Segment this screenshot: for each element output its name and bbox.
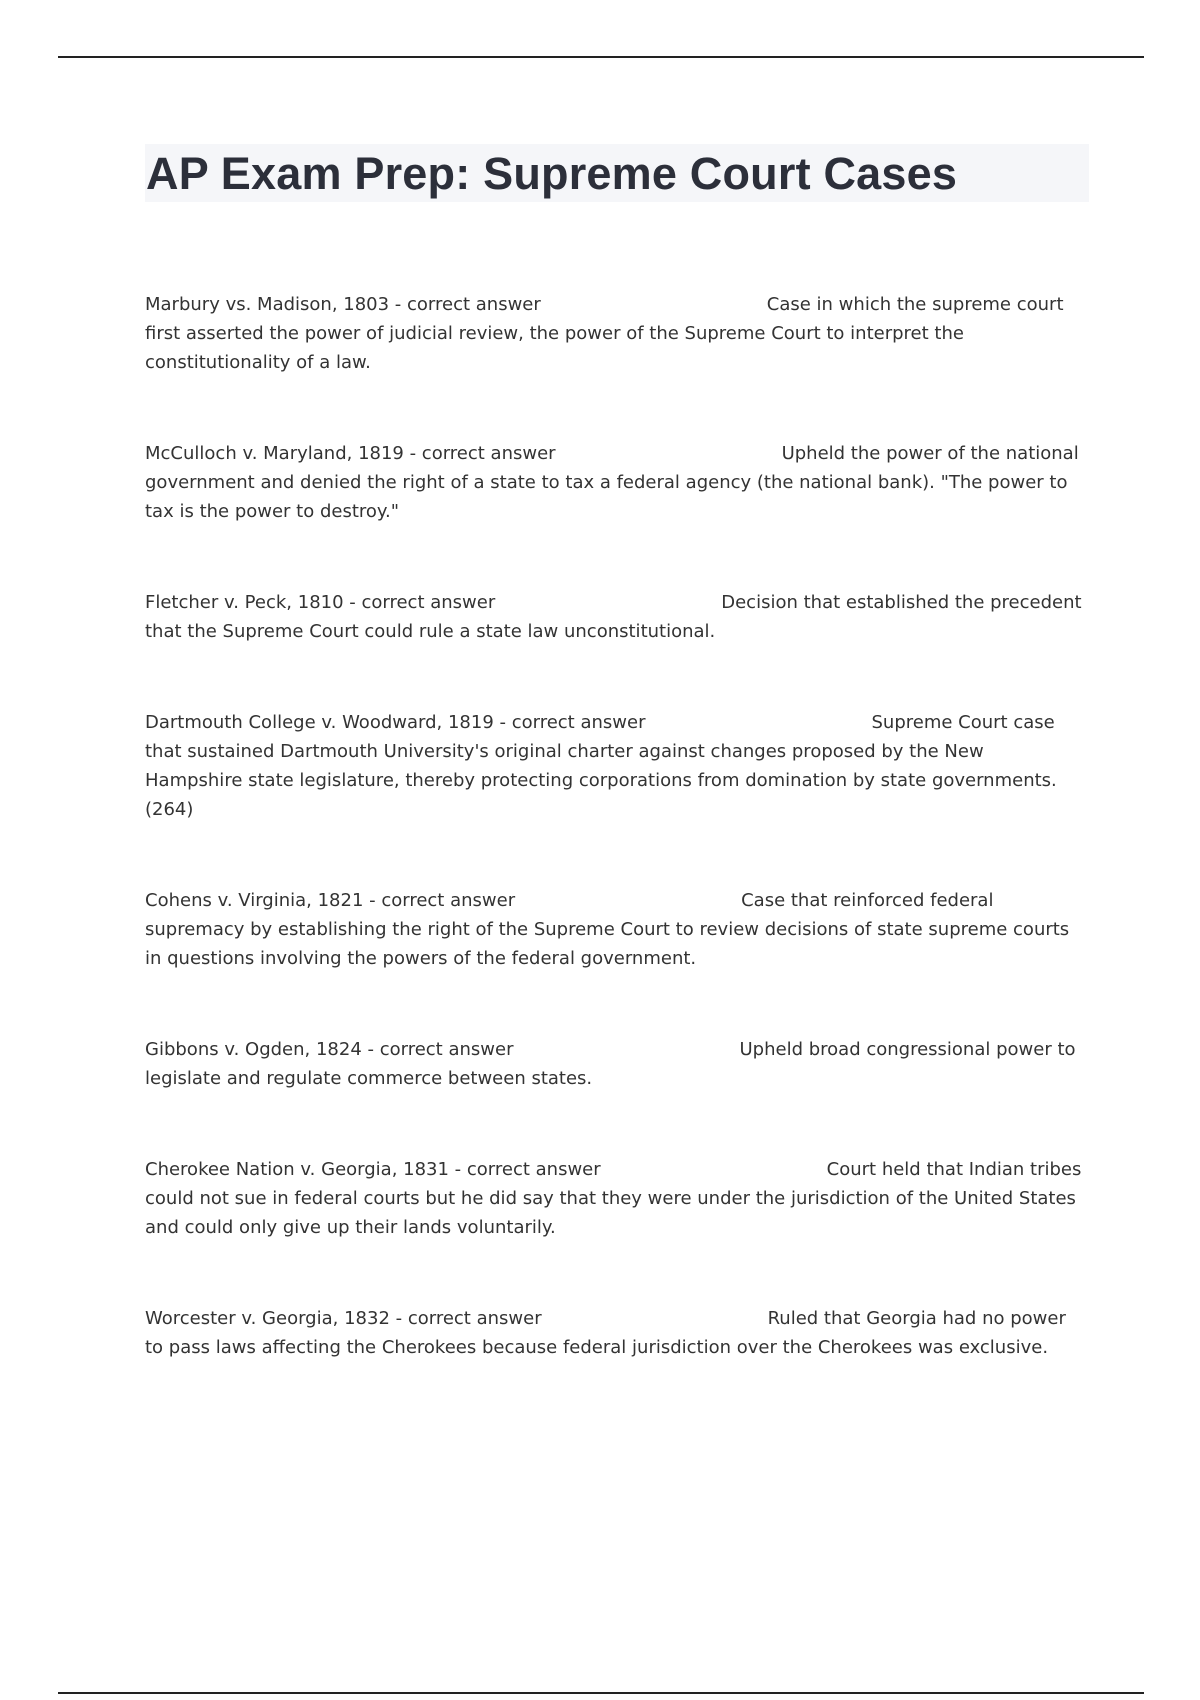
entry-term: Worcester v. Georgia, 1832 - correct answer bbox=[145, 1308, 542, 1329]
page-title: AP Exam Prep: Supreme Court Cases bbox=[146, 148, 958, 199]
entry-definition: Case that reinforced federal supremacy by establishing the right of the Supreme Court to review decisions of state supreme courts in questions involving the powers of the federal government. bbox=[145, 890, 1070, 969]
flashcard-entry bbox=[145, 886, 1085, 973]
flashcard-entry bbox=[145, 290, 1085, 377]
flashcard-entry bbox=[145, 1155, 1085, 1242]
entry-term: McCulloch v. Maryland, 1819 - correct answer bbox=[145, 443, 556, 464]
flashcard-entry bbox=[145, 1035, 1085, 1093]
entry-definition: Case in which the supreme court first asserted the power of judicial review, the power of the Supreme Court to interpret the constitutionality of a law. bbox=[145, 294, 1064, 373]
entry-term: Marbury vs. Madison, 1803 - correct answer bbox=[145, 294, 541, 315]
entry-term: Fletcher v. Peck, 1810 - correct answer bbox=[145, 592, 496, 613]
entry-term: Dartmouth College v. Woodward, 1819 - correct answer bbox=[145, 712, 646, 733]
top-rule bbox=[58, 56, 1144, 58]
entry-term: Cherokee Nation v. Georgia, 1831 - correct answer bbox=[145, 1159, 601, 1180]
flashcard-entry bbox=[145, 588, 1085, 646]
entry-definition: Court held that Indian tribes could not sue in federal courts but he did say that they were under the jurisdiction of the United States and could only give up their lands voluntarily. bbox=[145, 1159, 1082, 1238]
flashcard-entry bbox=[145, 439, 1085, 526]
entry-term: Cohens v. Virginia, 1821 - correct answer bbox=[145, 890, 516, 911]
entry-definition: Upheld the power of the national government and denied the right of a state to tax a federal agency (the national bank). "The power to tax is the power to destroy." bbox=[145, 443, 1079, 522]
flashcard-list bbox=[145, 290, 1085, 1424]
entry-definition: Ruled that Georgia had no power to pass laws affecting the Cherokees because federal jurisdiction over the Cherokees was exclusive. bbox=[145, 1308, 1066, 1358]
entry-term: Gibbons v. Ogden, 1824 - correct answer bbox=[145, 1039, 514, 1060]
flashcard-entry bbox=[145, 1304, 1085, 1362]
entry-definition: Supreme Court case that sustained Dartmouth University's original charter against changes proposed by the New Hampshire state legislature, thereby protecting corporations from domination by state governments. (264) bbox=[145, 712, 1057, 820]
flashcard-entry bbox=[145, 708, 1085, 824]
entry-definition: Upheld broad congressional power to legislate and regulate commerce between states. bbox=[145, 1039, 1076, 1089]
entry-definition: Decision that established the precedent that the Supreme Court could rule a state law unconstitutional. bbox=[145, 592, 1082, 642]
bottom-rule bbox=[58, 1692, 1144, 1694]
